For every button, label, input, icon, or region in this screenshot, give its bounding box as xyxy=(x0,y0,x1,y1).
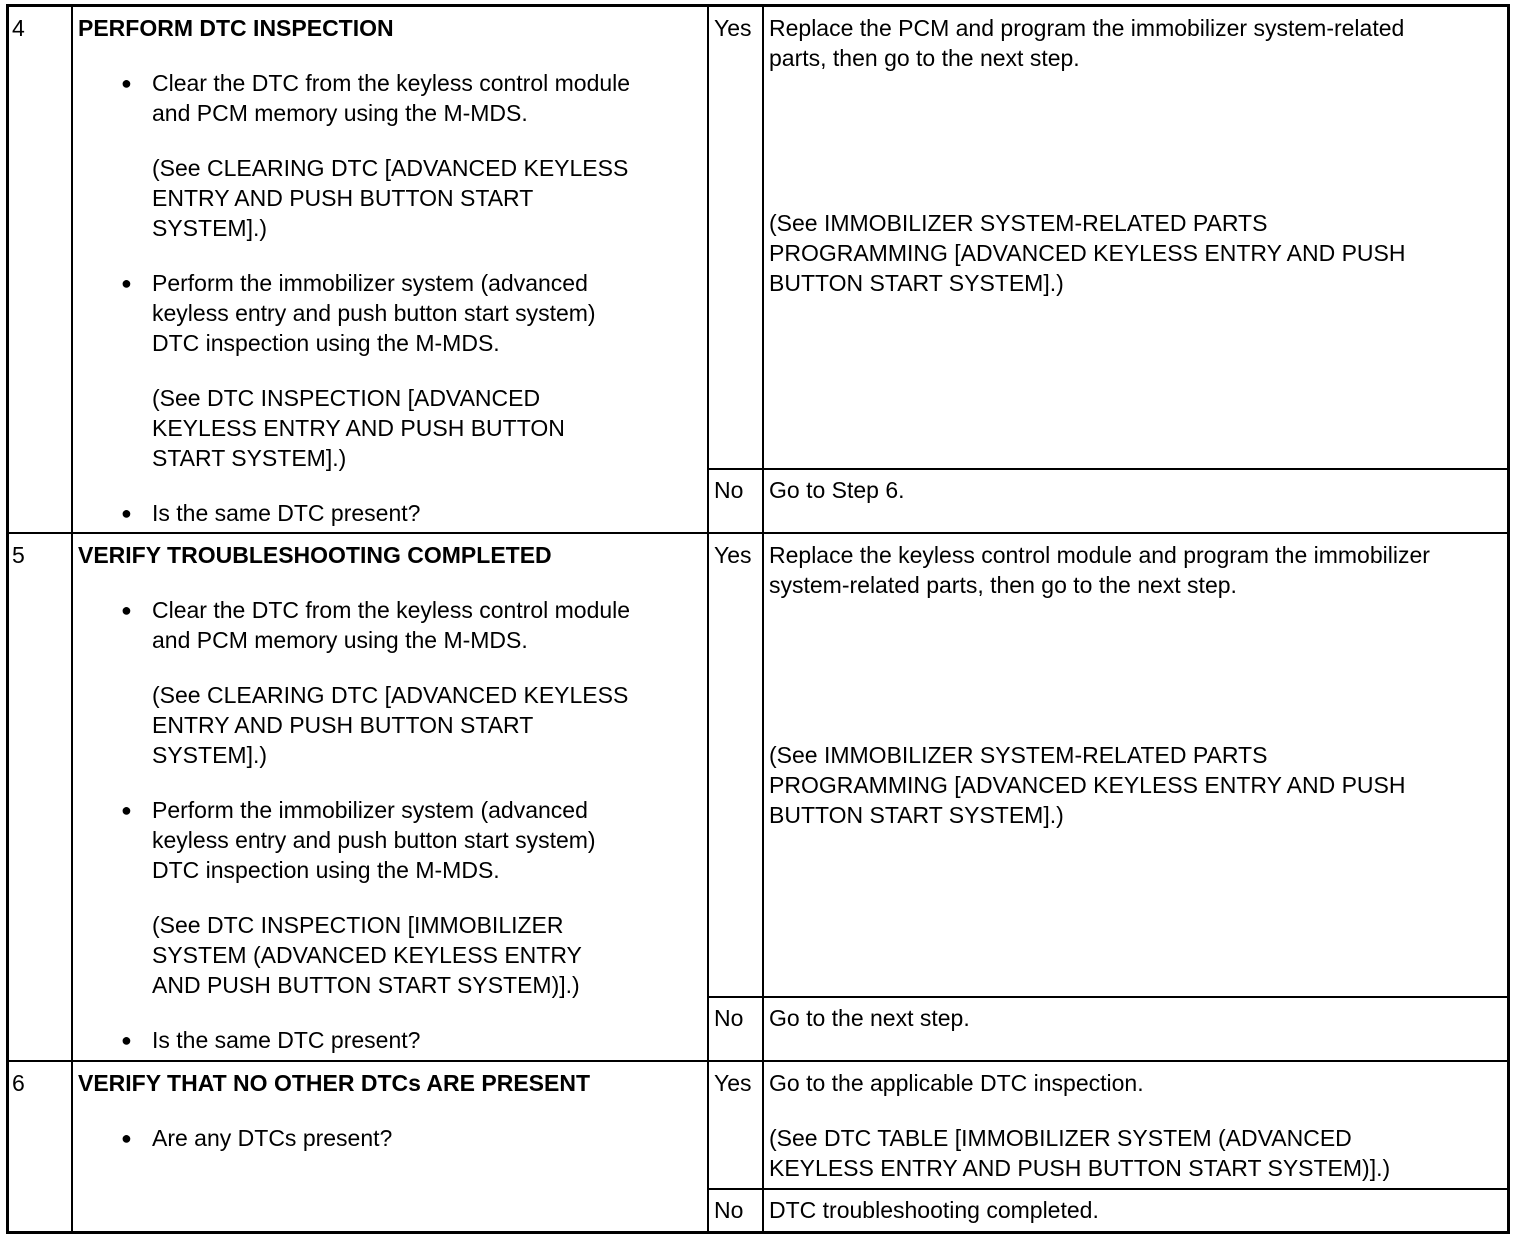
reference-text: (See DTC INSPECTION [ADVANCED KEYLESS ENTRY AND PUSH BUTTON START SYSTEM].) xyxy=(152,385,565,471)
step-title: VERIFY THAT NO OTHER DTCs ARE PRESENT xyxy=(78,1070,591,1096)
question-text: Is the same DTC present? xyxy=(152,500,421,526)
question-text: Are any DTCs present? xyxy=(152,1125,393,1151)
bullet-icon: ● xyxy=(121,1128,132,1148)
bullet-icon: ● xyxy=(121,73,132,93)
no-label: No xyxy=(714,477,744,503)
yes-action-text: Replace the PCM and program the immobilizer system-related parts, then go to the next step. xyxy=(769,15,1405,71)
yes-label: Yes xyxy=(714,15,752,41)
yes-reference-text: (See DTC TABLE [IMMOBILIZER SYSTEM (ADVANCED KEYLESS ENTRY AND PUSH BUTTON START SYSTEM)].) xyxy=(769,1125,1391,1181)
bullet-icon: ● xyxy=(121,503,132,523)
question-text: Is the same DTC present? xyxy=(152,1027,421,1053)
reference-text: (See CLEARING DTC [ADVANCED KEYLESS ENTRY AND PUSH BUTTON START SYSTEM].) xyxy=(152,155,629,241)
divider-yes-no-4 xyxy=(707,468,1507,470)
reference-text: (See DTC INSPECTION [IMMOBILIZER SYSTEM (ADVANCED KEYLESS ENTRY AND PUSH BUTTON START SYSTEM)].) xyxy=(152,912,582,998)
step-number: 4 xyxy=(12,15,25,41)
no-label: No xyxy=(714,1197,744,1223)
bullet-icon: ● xyxy=(121,273,132,293)
reference-text: (See CLEARING DTC [ADVANCED KEYLESS ENTRY AND PUSH BUTTON START SYSTEM].) xyxy=(152,682,629,768)
yes-action-text: Replace the keyless control module and program the immobilizer system-related parts, then go to the next step. xyxy=(769,542,1430,598)
divider-row-6 xyxy=(9,1060,1507,1062)
dtc-troubleshooting-table xyxy=(6,4,1510,1234)
step-number: 5 xyxy=(12,542,25,568)
yes-label: Yes xyxy=(714,1070,752,1096)
divider-yes-no-5 xyxy=(707,996,1507,998)
divider-row-5 xyxy=(9,532,1507,534)
yes-label: Yes xyxy=(714,542,752,568)
divider-yes-no-6 xyxy=(707,1188,1507,1190)
step-title: PERFORM DTC INSPECTION xyxy=(78,15,394,41)
divider-action-column xyxy=(707,7,709,1231)
instruction-text: Perform the immobilizer system (advanced keyless entry and push button start system) DTC inspection using the M-MDS. xyxy=(152,270,596,356)
no-action-text: Go to Step 6. xyxy=(769,477,905,503)
instruction-text: Perform the immobilizer system (advanced keyless entry and push button start system) DTC inspection using the M-MDS. xyxy=(152,797,596,883)
divider-answer-column xyxy=(762,7,764,1231)
bullet-icon: ● xyxy=(121,1030,132,1050)
step-number: 6 xyxy=(12,1070,25,1096)
no-action-text: DTC troubleshooting completed. xyxy=(769,1197,1099,1223)
divider-step-column xyxy=(71,7,73,1231)
bullet-icon: ● xyxy=(121,600,132,620)
yes-reference-text: (See IMMOBILIZER SYSTEM-RELATED PARTS PROGRAMMING [ADVANCED KEYLESS ENTRY AND PUSH BUTTON START SYSTEM].) xyxy=(769,210,1406,296)
instruction-text: Clear the DTC from the keyless control module and PCM memory using the M-MDS. xyxy=(152,70,631,126)
yes-reference-text: (See IMMOBILIZER SYSTEM-RELATED PARTS PROGRAMMING [ADVANCED KEYLESS ENTRY AND PUSH BUTTON START SYSTEM].) xyxy=(769,742,1406,828)
no-label: No xyxy=(714,1005,744,1031)
no-action-text: Go to the next step. xyxy=(769,1005,970,1031)
bullet-icon: ● xyxy=(121,800,132,820)
yes-action-text: Go to the applicable DTC inspection. xyxy=(769,1070,1144,1096)
instruction-text: Clear the DTC from the keyless control module and PCM memory using the M-MDS. xyxy=(152,597,631,653)
step-title: VERIFY TROUBLESHOOTING COMPLETED xyxy=(78,542,552,568)
